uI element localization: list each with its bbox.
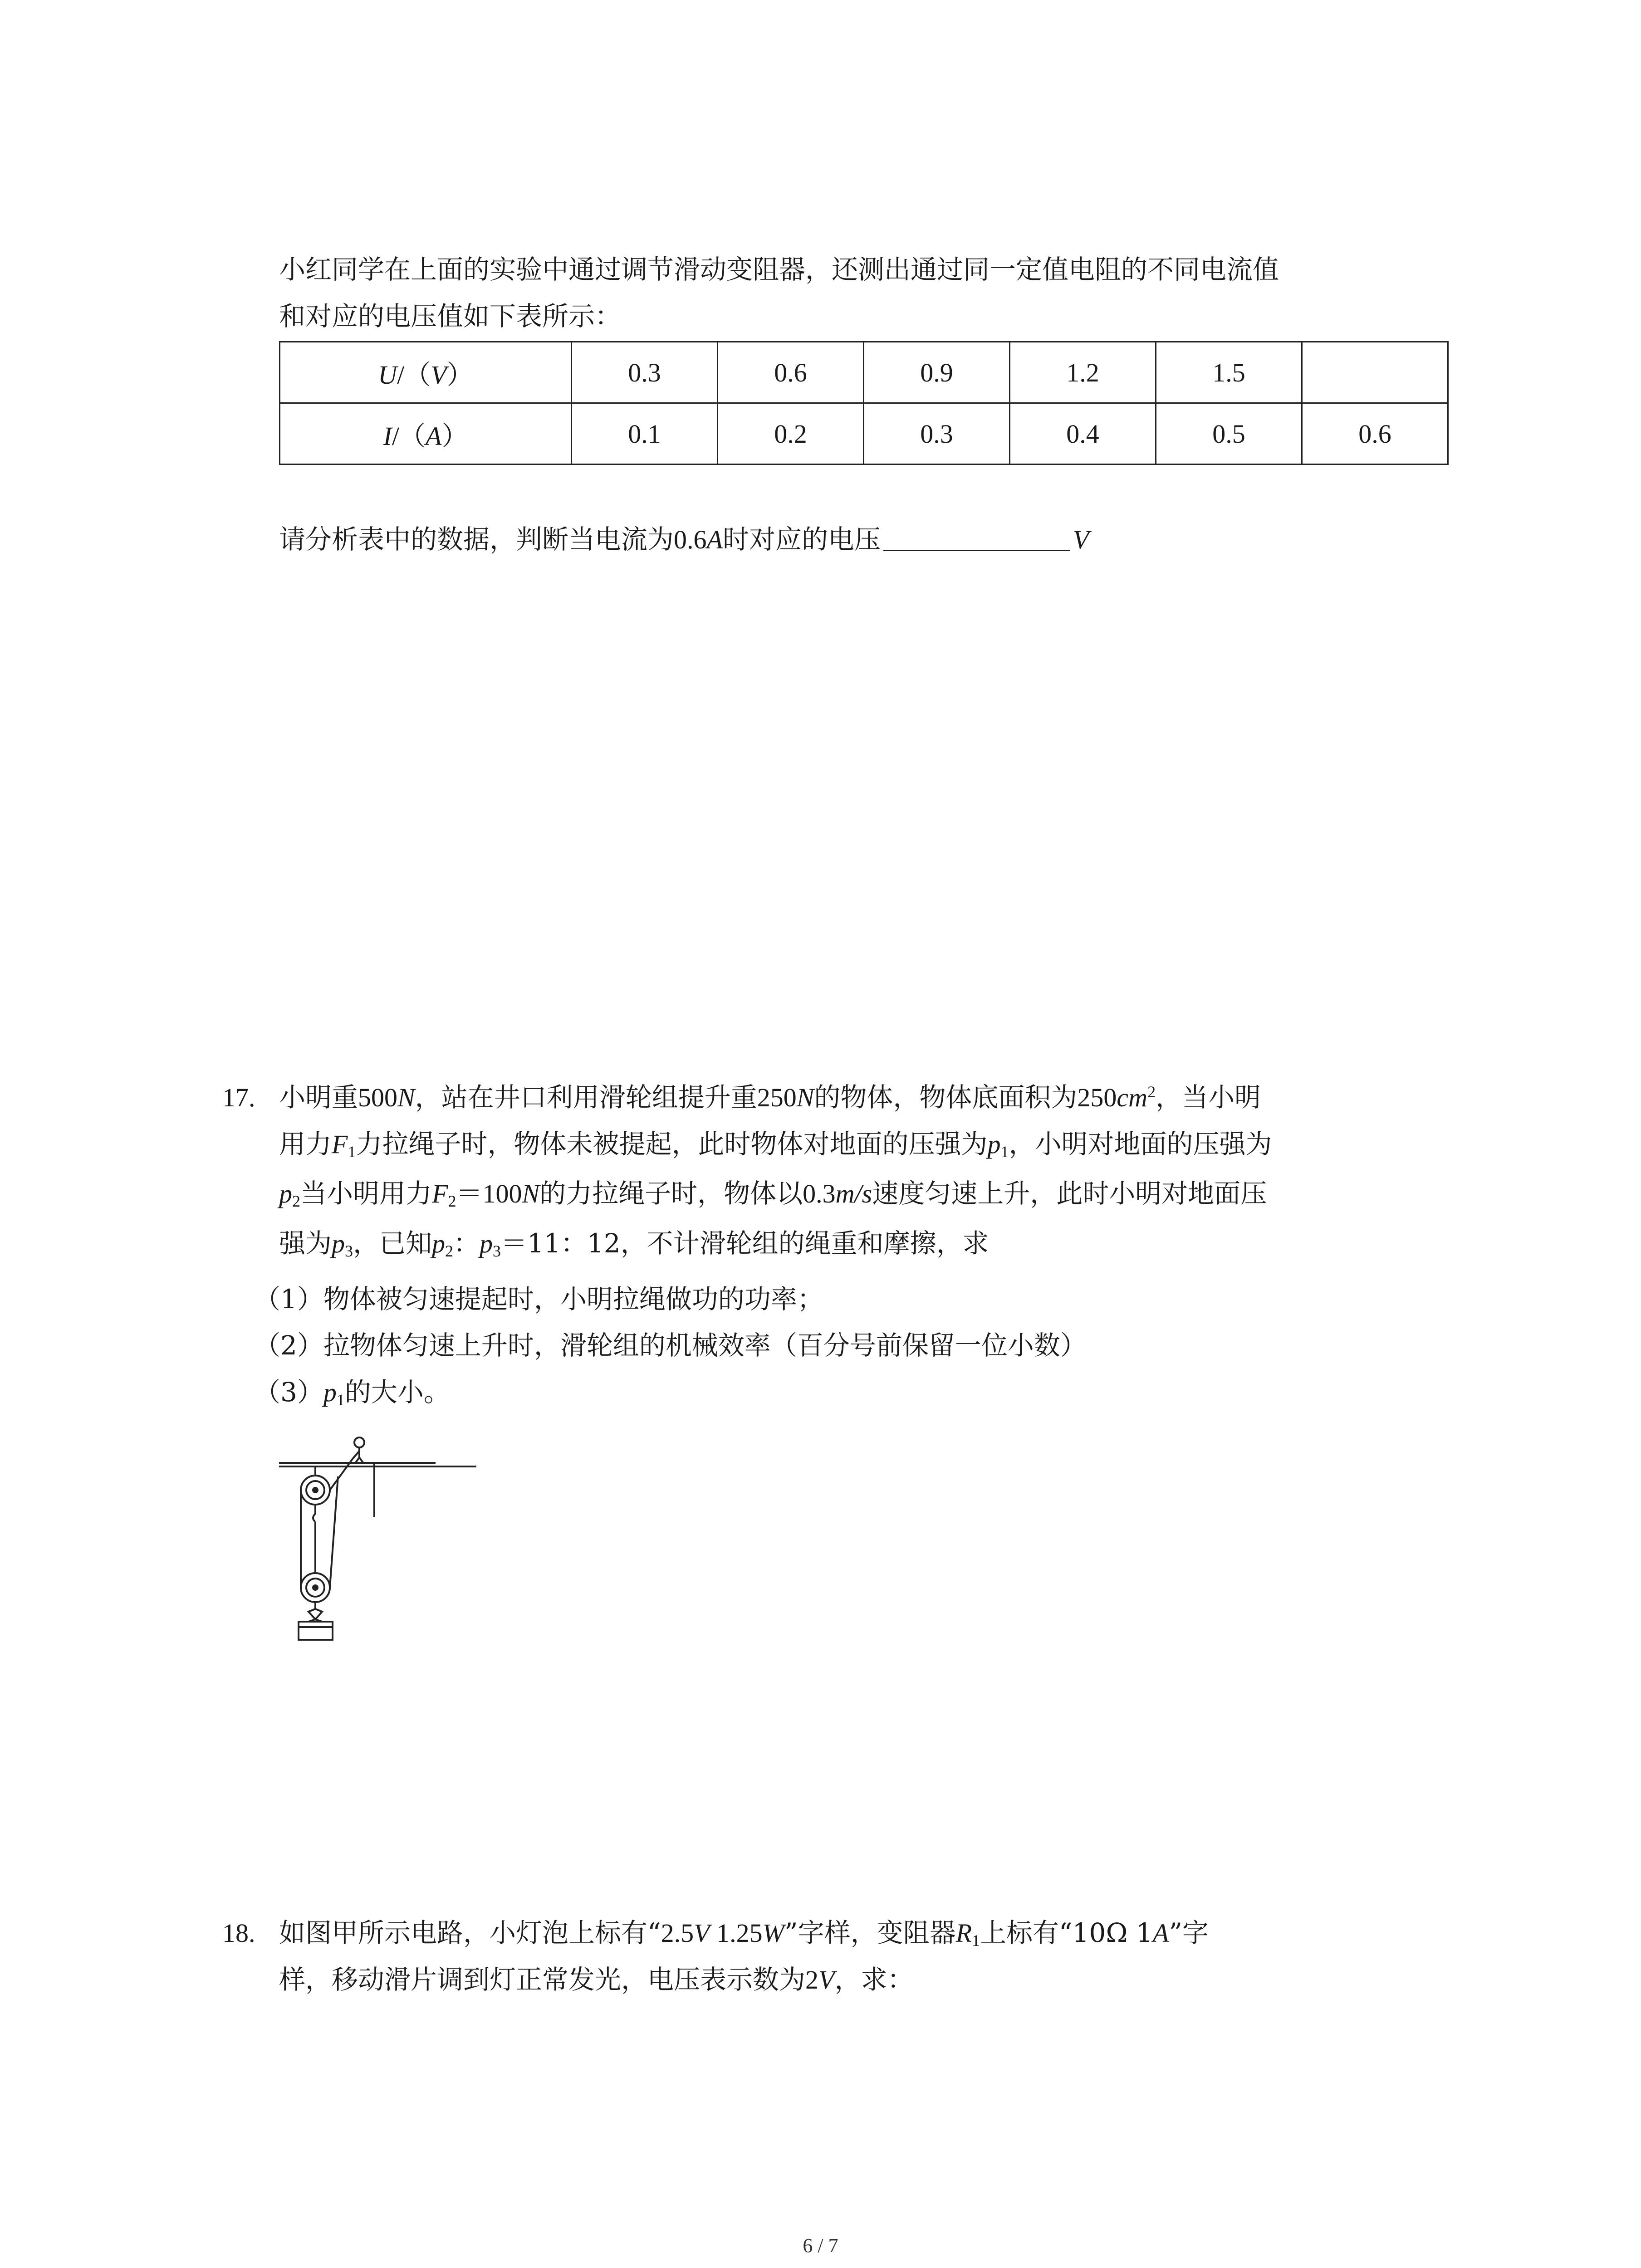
table-cell: 1.2: [1010, 342, 1156, 403]
table-cell: 0.6: [1302, 403, 1448, 464]
q18-line-2: 样，移动滑片调到灯正常发光，电压表示数为2V，求：: [279, 1964, 914, 1995]
q17-line-2: 用力$F_1$力拉绳子时，物体未被提起，此时物体对地面的压强为$p_1$，小明对地面的压强为: [279, 1129, 1272, 1161]
page-number: 6 / 7: [803, 2234, 838, 2257]
q18-line-1: 如图甲所示电路，小灯泡上标有“2.5V 1.25W”字样，变阻器$R_1$上标有“10Ω 1A”字: [279, 1917, 1209, 1950]
q17-line-1: 小明重500N，站在井口利用滑轮组提升重250N的物体，物体底面积为$250cm^2$，当小明: [279, 1082, 1261, 1113]
q18-number: 18.: [222, 1918, 255, 1948]
q17-number: 17.: [222, 1083, 255, 1112]
table-cell: 0.6: [718, 342, 864, 403]
pulley-system-figure: [272, 1431, 481, 1644]
q17-line-4: 强为$p_3$，已知$p_2$：$p_3=11$：12，不计滑轮组的绳重和摩擦，求: [279, 1228, 989, 1260]
data-table: [279, 341, 1449, 465]
table-cell: 1.5: [1156, 342, 1302, 403]
intro-line-2: 和对应的电压值如下表所示：: [279, 301, 622, 332]
current-header: I/（A）: [280, 403, 572, 464]
q17-line-3: $p_2$当小明用力$F_2=100N$的力拉绳子时，物体以0.3m/s速度匀速上升，此时小明对地面压: [279, 1178, 1267, 1210]
table-cell-empty: [1302, 342, 1448, 403]
table-row-voltage: [280, 342, 1448, 403]
table-cell: 0.3: [572, 342, 718, 403]
table-cell: 0.4: [1010, 403, 1156, 464]
analysis-question: 请分析表中的数据，判断当电流为0.6A时对应的电压 V: [279, 524, 1089, 555]
q17-sub-2: （2）拉物体匀速上升时，滑轮组的机械效率（百分号前保留一位小数）: [254, 1330, 1087, 1361]
answer-blank[interactable]: [883, 527, 1070, 551]
q17-sub-3: $(3)p_1$的大小。: [254, 1377, 450, 1409]
intro-line-1: 小红同学在上面的实验中通过调节滑动变阻器，还测出通过同一定值电阻的不同电流值: [279, 254, 1279, 285]
table-row-current: [280, 403, 1448, 464]
voltage-header: U/（V）: [280, 342, 572, 403]
table-cell: 0.3: [864, 403, 1010, 464]
table-cell: 0.1: [572, 403, 718, 464]
table-cell: 0.9: [864, 342, 1010, 403]
table-cell: 0.5: [1156, 403, 1302, 464]
table-cell: 0.2: [718, 403, 864, 464]
q17-sub-1: （1）物体被匀速提起时，小明拉绳做功的功率；: [254, 1284, 823, 1315]
